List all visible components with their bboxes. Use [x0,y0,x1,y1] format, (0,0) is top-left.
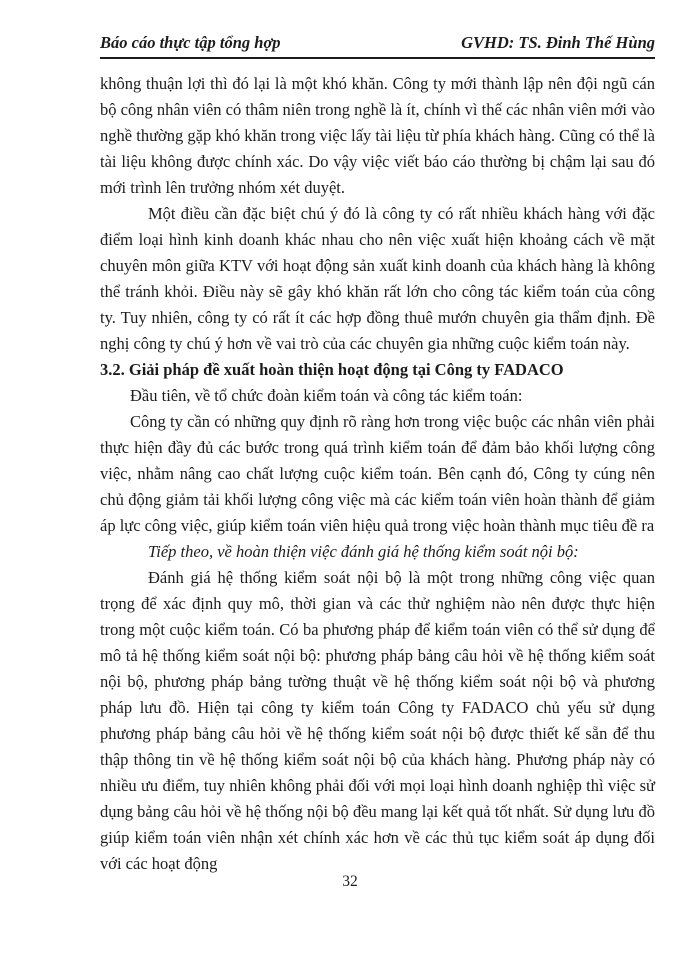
paragraph-dau-tien: Đầu tiên, về tổ chức đoàn kiểm toán và công tác kiểm toán: [130,386,523,405]
header-supervisor: GVHD: TS. Đinh Thế Hùng [461,33,655,52]
paragraph-quy-dinh: Công ty cần có những quy định rõ ràng hơn trong việc buộc các nhân viên phải thực hiện đầy đủ các bước trong quá trình kiểm toán để đảm bảo khối lượng công việc, nhằm nâng cao chất lượng cuộc kiểm toán. Bên cạnh đó, Công ty cúng nên chủ động giảm tải khối lượng công việc mà các kiểm toán viên hoàn thành để giảm áp lực công việc, giúp kiểm toán viên hiệu quả trong việc hoàn thành mục tiêu đề ra [100,412,655,535]
page-number: 32 [342,873,358,890]
paragraph-continuation: không thuận lợi thì đó lại là một khó khăn. Công ty mới thành lập nên đội ngũ cán bộ công nhân viên có thâm niên trong nghề là ít, chính vì thế các nhân viên mới vào nghề thường gặp khó khăn trong việc lấy tài liệu từ phía khách hàng. Cũng có thể là tài liệu không được chính xác. Do vậy việc viết báo cáo thường bị chậm lại sau đó mới trình lên trưởng nhóm xét duyệt. [100,74,655,197]
header-report-title: Báo cáo thực tập tổng hợp [100,33,281,52]
page-header [100,32,655,59]
paragraph-tiep-theo: Tiếp theo, về hoàn thiện việc đánh giá hệ thống kiểm soát nội bộ: [148,542,579,561]
paragraph-khach-hang: Một điều cần đặc biệt chú ý đó là công ty có rất nhiều khách hàng với đặc điểm loại hình kinh doanh khác nhau cho nên việc xuất hiện khoảng cách về mặt chuyên môn giữa KTV với hoạt động sản xuất kinh doanh của khách hàng là không thể tránh khỏi. Điều này sẽ gây khó khăn rất lớn cho công tác kiểm toán của công ty. Tuy nhiên, công ty có rất ít các hợp đồng thuê mướn chuyên gia thẩm định. Đề nghị công ty chú ý hơn về vai trò của các chuyên gia những cuộc kiểm toán này. [100,204,655,353]
paragraph-kiem-soat-noi-bo: Đánh giá hệ thống kiểm soát nội bộ là một trong những công việc quan trọng để xác định quy mô, thời gian và các thử nghiệm nào nên được thực hiện trong một cuộc kiểm toán. Có ba phương pháp để kiểm toán viên có thể sử dụng để mô tả hệ thống kiểm soát nội bộ: phương pháp bảng câu hỏi về hệ thống kiểm soát nội bộ, phương pháp bảng tường thuật về hệ thống kiểm soát nội bộ và phương pháp lưu đồ. Hiện tại công ty kiểm toán Công ty FADACO chủ yếu sử dụng phương pháp bảng câu hỏi về hệ thống kiểm soát nội bộ được thiết kế sẵn để thu thập thông tin về hệ thống kiểm soát nội bộ của khách hàng. Phương pháp này có nhiều ưu điểm, tuy nhiên không phải đối với mọi loại hình doanh nghiệp thì việc sử dụng bảng câu hỏi về hệ thống nội bộ đều mang lại kết quả tốt nhất. Sử dụng lưu đồ giúp kiểm toán viên nhận xét chính xác hơn về các thủ tục kiểm soát áp dụng đối với các hoạt động [100,568,655,873]
document-body [100,71,655,877]
section-heading-3-2: 3.2. Giải pháp đề xuất hoàn thiện hoạt động tại Công ty FADACO [100,360,564,379]
